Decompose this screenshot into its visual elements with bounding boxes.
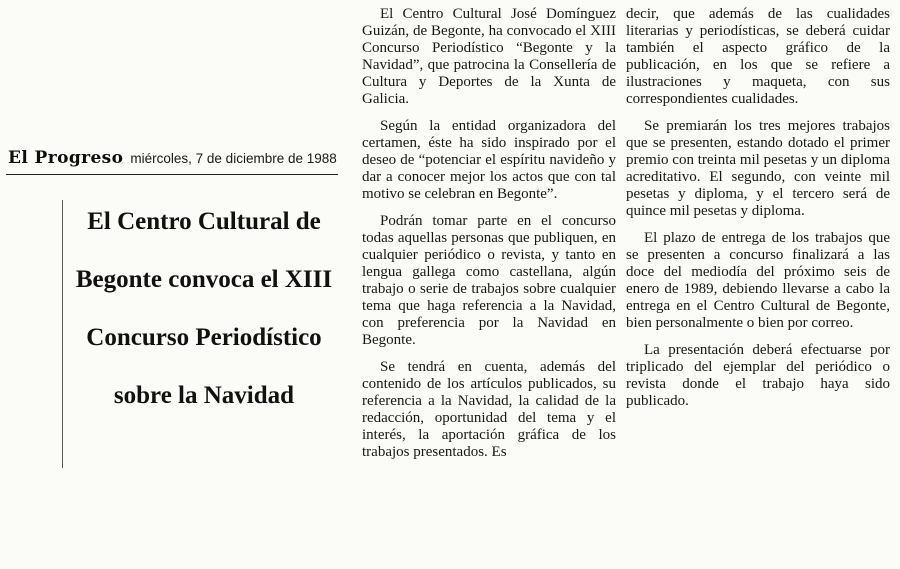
publication-date: miércoles, 7 de diciembre de 1988	[130, 151, 337, 166]
masthead	[8, 148, 338, 170]
paragraph: decir, que además de las cualidades literarias y periodísticas, se deberá cuidar también el aspecto gráfico de la publicación, en los que se refiere a ilustraciones y maqueta, con sus correspondientes cualidades.	[626, 6, 890, 107]
paragraph: Podrán tomar parte en el concurso todas aquellas personas que publiquen, en cualquier periódico o revista, y tanto en lengua gallega como castellana, algún trabajo o serie de trabajos sobre cualquier tema que haga referencia a la Navidad, con preferencia por la Navidad en Begonte.	[362, 213, 616, 348]
paragraph: El plazo de entrega de los trabajos que se presenten a concurso finalizará a las doce del mediodía del próximo seis de enero de 1989, debiendo llevarse a cabo la entrega en el Centro Cultural de Begonte, bien personalmente o bien por correo.	[626, 230, 890, 331]
paragraph: La presentación deberá efectuarse por triplicado del ejemplar del periódico o revista donde el trabajo haya sido publicado.	[626, 342, 890, 409]
column-rule	[62, 200, 63, 468]
paragraph: El Centro Cultural José Domínguez Guizán, de Begonte, ha convocado el XIII Concurso Periodístico “Begonte y la Navidad”, que patrocina la Consellería de Cultura y Deportes de la Xunta de Galicia.	[362, 6, 616, 107]
newspaper-logo: El Progreso	[8, 148, 124, 168]
paragraph: Se premiarán los tres mejores trabajos que se presenten, estando dotado el primer premio con treinta mil pesetas y un diploma acreditativo. El segundo, con veinte mil pesetas y diploma, y el tercero será de quince mil pesetas y diploma.	[626, 118, 890, 219]
paragraph: Según la entidad organizadora del certamen, éste ha sido inspirado por el deseo de “potenciar el espíritu navideño y dar a conocer mejor los actos que con tal motivo se celebran en Begonte”.	[362, 118, 616, 202]
article-column-1	[362, 6, 616, 471]
paragraph: Se tendrá en cuenta, además del contenido de los artículos publicados, su referencia a la Navidad, la calidad de la redacción, oportunidad del tema y el interés, la aportación gráfica de los trabajos presentados. Es	[362, 359, 616, 460]
article-column-2	[626, 6, 890, 420]
masthead-rule	[6, 174, 338, 175]
article-headline: El Centro Cultural de Begonte convoca el XIII Concurso Periodístico sobre la Navidad	[75, 208, 333, 409]
